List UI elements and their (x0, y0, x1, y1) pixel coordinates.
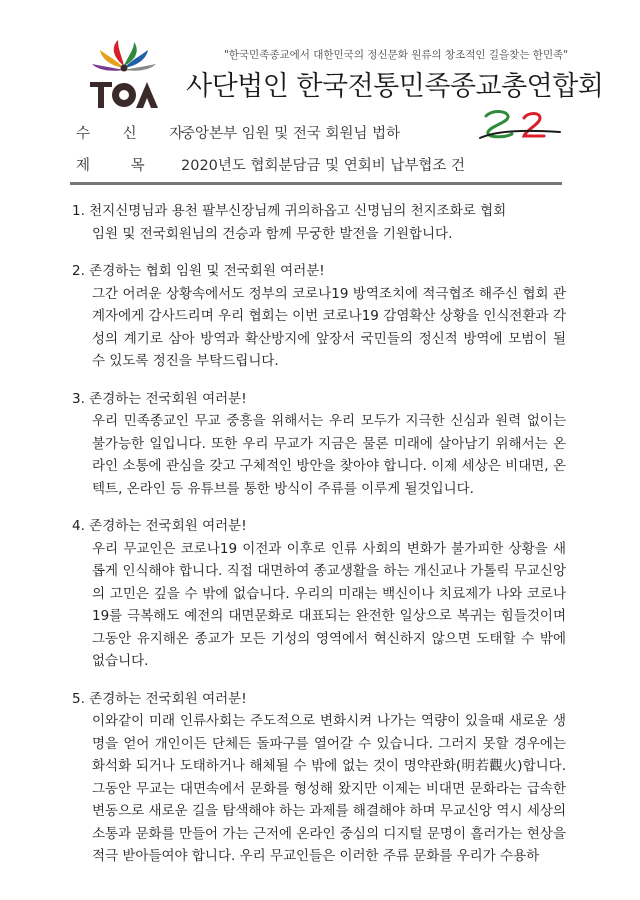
subject-value: 2020년도 협회분담금 및 연회비 납부협조 건 (181, 158, 466, 174)
signature-icon (478, 108, 562, 142)
paragraph-3 (72, 388, 566, 501)
recipient-value: 중앙본부 임원 및 전국 회원님 법하 (181, 126, 401, 142)
paragraph-5 (72, 688, 566, 868)
paragraph-text: 우리 무교인은 코로나19 이전과 이후로 인류 사회의 변화가 불가피한 상황을 새롭게 인식해야 합니다. 직접 대면하여 종교생활을 하는 개신교나 가톨릭 무교신앙의 고민은 깊을 수 밖에 없습니다. 우리의 미래는 백신이나 치료제가 나와 코로나19를 극복해도 예전의 대면문화로 대표되는 완전한 일상으로 복귀는 힘들것이며 그동안 유지해온 종교가 모든 기성의 영역에서 혁신하지 않으면 도태할 수 밖에 없습니다. (92, 540, 566, 669)
paragraph-1 (72, 200, 566, 245)
subject-label (76, 154, 144, 175)
header-divider (70, 182, 562, 185)
organization-name: 사단법인 한국전통민족종교총연합회 (186, 71, 604, 102)
paragraph-text: 임원 및 전국회원님의 건승과 함께 무궁한 발전을 기원합니다. (92, 225, 453, 242)
logo-emblem-icon (84, 38, 164, 110)
paragraph-heading: 2. 존경하는 협회 임원 및 전국회원 여러분! (72, 263, 325, 279)
paragraph-text: 그간 어려운 상황속에서도 정부의 코로나19 방역조치에 적극협조 해주신 협회 관계자에게 감사드리며 우리 협회는 이번 코로나19 감염확산 상황을 인식전환과 각성의 계기로 삼아 방역과 확산방지에 앞장서 국민들의 정신적 방역에 모범이 될 수 있도록 정진을 부탁드립니다. (92, 285, 566, 369)
paragraph-heading: 3. 존경하는 전국회원 여러분! (72, 390, 247, 407)
paragraph-heading: 1. 천지신명님과 용천 팔부신장님께 귀의하옵고 신명님의 천지조화로 협회 (72, 203, 507, 219)
paragraph-2 (72, 260, 566, 373)
paragraph-text: 우리 민족종교인 무교 중흥을 위해서는 우리 모두가 지극한 신심과 원력 없이는 불가능한 일입니다. 또한 우리 무교가 지금은 물론 미래에 살아남기 위해서는 온라인 소통에 관심을 갖고 구체적인 방안을 찾아야 합니다. 이제 세상은 비대면, 온텍트, 온라인 등 유튜브를 통한 방식이 주류를 이루게 될것입니다. (92, 413, 566, 497)
signature-mark (478, 108, 562, 142)
paragraph-4 (72, 515, 566, 673)
organization-logo (84, 38, 164, 110)
recipient-label: 수 신 자 (76, 126, 198, 142)
paragraph-heading: 5. 존경하는 전국회원 여러분! (72, 690, 247, 707)
paragraph-text: 이와같이 미래 인류사회는 주도적으로 변화시켜 나가는 역량이 있을때 새로운 생명을 얻어 개인이든 단체든 돌파구를 열어갈 수 있습니다. 그러지 못할 경우에는 화석화 되거나 도태하거나 해체될 수 밖에 없는 것이 명약관화(明若觀火)합니다. 그동안 무교는 대면속에서 문화를 형성해 왔지만 이제는 비대면 문화라는 급속한 변동으로 새로운 길을 탐색해야 하는 과제를 해결해야 하며 무교신앙 역시 세상의 소통과 문화를 만들어 가는 근저에 온라인 중심의 디지털 문명이 흘러가는 현상을 적극 받아들여야 합니다. 우리 무교인들은 이러한 주류 문화를 우리가 수용하 (92, 713, 566, 864)
paragraph-heading: 4. 존경하는 전국회원 여러분! (72, 518, 247, 534)
letter-body (72, 200, 566, 883)
subject-label-text: 제 목 (76, 158, 145, 174)
slogan: "한국민족종교에서 대한민국의 정신문화 원류의 창조적인 길을찾는 한민족" (223, 49, 569, 61)
